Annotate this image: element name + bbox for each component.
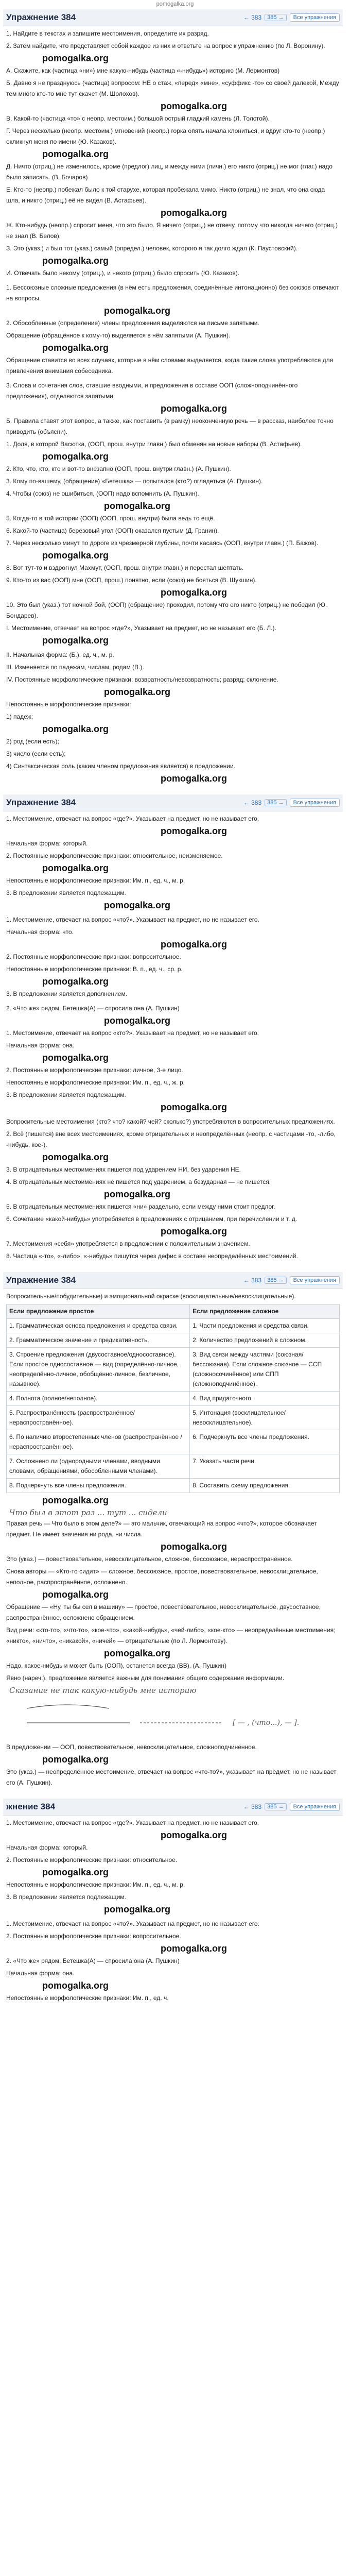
exercise-nav xyxy=(243,799,340,807)
exercise-block-2 xyxy=(3,794,343,1262)
text-line: III. Изменяется по падежам, числам, родам (В.). xyxy=(6,664,144,671)
text-line: 2. Всё (пишется) вне всех местоимениях, кроме отрицательных и неопределённых (неопр. с частицами -то, -либо, -нибудь, кое-). xyxy=(6,1130,336,1148)
text-line: Это (указ.) — повествовательное, невосклицательное, сложное, бессоюзное, нераспространённое. xyxy=(6,1555,293,1563)
table-cell: 5. Распространённость (распространённое/нераспространённое). xyxy=(7,1406,190,1430)
text-line: Правая речь — Что было в этом деле?» — это мальчик, отвечающий на вопрос «что?», которое обозначает предмет. Не имеет значения ни рода, ни числа. xyxy=(6,1520,317,1538)
all-exercises-button[interactable]: Все упражнения xyxy=(290,1803,340,1811)
text-line: Вопросительные местоимения (кто? что? какой? чей? сколько?) употребляются в вопросительных предложениях. xyxy=(6,1118,335,1125)
watermark: pomogalka.org xyxy=(104,501,171,511)
watermark: pomogalka.org xyxy=(161,939,227,950)
table-cell: 7. Осложнено ли (однородными членами, вводными словами, обращениями, обособленными членами). xyxy=(7,1454,190,1479)
text-line: 1. Доля, в которой Васютка, (ООП, прош. внутри главн.) был обменян на новые наборы (В. Астафьев). xyxy=(6,440,302,448)
exercise-header xyxy=(3,1799,343,1816)
watermark: pomogalka.org xyxy=(42,343,109,353)
handwritten-sentence: Что был в этот раз ... тут ... сидели xyxy=(9,1508,167,1517)
watermark: pomogalka.org xyxy=(104,1904,171,1914)
exercise-text xyxy=(3,1289,343,1788)
exercise-nav xyxy=(243,1803,340,1811)
text-line: 4. Чтобы (союз) не ошибиться, (ООП) надо вспомнить (А. Пушкин). xyxy=(6,490,199,497)
text-line: 1. Местоимение, отвечает на вопрос «где?». Указывает на предмет, но не называет его. xyxy=(6,1819,259,1826)
text-line: 2. Постоянные морфологические признаки: относительное, неизменяемое. xyxy=(6,852,223,859)
next-exercise-link[interactable]: 385 → xyxy=(265,14,286,21)
table-row xyxy=(7,1348,340,1392)
text-line: Д. Ничто (отриц.) не изменилось, кроме (предлог) лиц, и между ними (личн.) его никто (отриц.) не мог (глаг.) надо было записать. (В. Бочаров) xyxy=(6,163,332,181)
table-row xyxy=(7,1430,340,1454)
table-cell: 3. Строение предложения (двусоставное/односоставное). Если простое односоставное — вид (определённо-личное, неопределённо-личное, обобщённо-личное, безличное, назывное). xyxy=(7,1348,190,1392)
watermark: pomogalka.org xyxy=(104,1015,171,1026)
text-line: Непостоянные морфологические признаки: Им. п., ед. ч. xyxy=(6,1994,169,2002)
table-cell: 8. Подчеркнуть все члены предложения. xyxy=(7,1479,190,1493)
next-exercise-link[interactable]: 385 → xyxy=(265,1277,286,1284)
text-line: 3. Слова и сочетания слов, ставшие вводными, и предложения в составе ООП (сложноподчинённого предложения), отделяются запятыми. xyxy=(6,382,298,400)
watermark: pomogalka.org xyxy=(42,1980,109,1991)
exercise-title: жнение 384 xyxy=(6,1802,56,1811)
watermark: pomogalka.org xyxy=(161,826,227,836)
text-line: Е. Кто-то (неопр.) побежал было к той старухе, которая пробежала мимо. Никто (отриц.) не знал, что она сюда шла, и никто (отриц.) её не видел (В. Астафьев). xyxy=(6,186,325,204)
text-line: Б. Правила ставят этот вопрос, а также, как поставить (в рамку) неоконченную речь — в рассказ, наиболее точно приводить (объясни). xyxy=(6,417,334,435)
text-line: 1) падеж; xyxy=(6,713,33,720)
table-row xyxy=(7,1319,340,1333)
text-line: 1. Местоимение, отвечает на вопрос «что?». Указывает на предмет, но не называет его. xyxy=(6,1920,259,1927)
table-cell: 1. Грамматическая основа предложения и средства связи. xyxy=(7,1319,190,1333)
watermark: pomogalka.org xyxy=(161,403,227,414)
text-line: 2. Затем найдите, что представляет собой каждое из них и ответьте на вопрос к упражнению (по Л. Воронину). xyxy=(6,42,325,49)
text-line: 2. «Что же» рядом, Бетешка(А) — спросила она (А. Пушкин) xyxy=(6,1957,180,1964)
exercise-title: Упражнение 384 xyxy=(6,12,76,22)
text-line: IV. Постоянные морфологические признаки: возвратность/невозвратность; разряд; склонение. xyxy=(6,676,278,683)
text-line: Снова авторы — «Кто-то сидит» — сложное, бессоюзное, простое, повествовательное, невосклицательное, неполное, распространённое, осложнено. xyxy=(6,1568,318,1586)
text-line: I. Местоимение, отвечает на вопрос «где?», Указывает на предмет, но не называет его (Б. Л.). xyxy=(6,624,276,632)
text-line: 9. Кто-то из вас (ООП) мне (ООП, прош.) понятно, если (союз) не бояться (В. Шукшин). xyxy=(6,577,257,584)
text-line: 8. Вот тут-то и вздрогнул Махмут, (ООП, прош. внутри главн.) и перестал шептать. xyxy=(6,564,244,571)
handwritten-sentence: Сказание не так какую-нибудь мне историю xyxy=(9,1686,197,1695)
watermark: pomogalka.org xyxy=(161,1102,227,1112)
watermark: pomogalka.org xyxy=(42,53,109,63)
text-line: Непостоянные морфологические признаки: Им. п., ед. ч., ж. р. xyxy=(6,1079,185,1086)
text-line: 1. Местоимение, отвечает на вопрос «кто?». Указывает на предмет, но не называет его. xyxy=(6,1029,259,1037)
watermark: pomogalka.org xyxy=(161,1541,227,1552)
text-line: 2. Постоянные морфологические признаки: вопросительное. xyxy=(6,953,181,960)
text-line: Начальная форма: она. xyxy=(6,1970,75,1977)
watermark: pomogalka.org xyxy=(104,687,171,697)
table-row xyxy=(7,1333,340,1348)
text-line: Ж. Кто-нибудь (неопр.) спросит меня, что это было. Я ничего (отриц.) не отвечу, потому что никогда ничего (отриц.) не знал (В. Белов). xyxy=(6,222,338,240)
exercise-header xyxy=(3,9,343,26)
text-line: 2. Обособленные (определение) члены предложения выделяются на письме запятыми. xyxy=(6,319,259,327)
next-exercise-link[interactable]: 385 → xyxy=(265,1803,286,1810)
exercise-block-1 xyxy=(3,9,343,784)
watermark: pomogalka.org xyxy=(42,724,109,734)
exercise-text xyxy=(3,26,343,784)
text-line: 5. В отрицательных местоимениях пишется «ни» раздельно, если между ними стоит предлог. xyxy=(6,1203,275,1210)
all-exercises-button[interactable]: Все упражнения xyxy=(290,1276,340,1284)
parsing-plan-table xyxy=(6,1304,340,1493)
table-cell: 7. Указать части речи. xyxy=(190,1454,340,1479)
text-line: Обращение ставится во всех случаях, которые в нём словами выделяется, когда такие слова употребляются для привлечения внимания собеседника. xyxy=(6,357,334,375)
watermark: pomogalka.org xyxy=(42,635,109,646)
watermark: pomogalka.org xyxy=(42,256,109,266)
exercise-title: Упражнение 384 xyxy=(6,798,76,807)
text-line: 3. В предложении является подлежащим. xyxy=(6,889,126,896)
text-line: 2. Кто, что, кто, кто и вот-то внезапно (ООП, прош. внутри главн.) (А. Пушкин). xyxy=(6,465,231,472)
watermark: pomogalka.org xyxy=(42,1053,109,1063)
exercise-nav xyxy=(243,1276,340,1284)
text-line: 3. В отрицательных местоимениях пишется под ударением НИ, без ударения НЕ. xyxy=(6,1166,241,1173)
table-cell: 8. Составить схему предложения. xyxy=(190,1479,340,1493)
table-cell: 6. Подчеркнуть все члены предложения. xyxy=(190,1430,340,1454)
text-line: Начальная форма: который. xyxy=(6,1844,88,1851)
table-cell: 6. По наличию второстепенных членов (распространённое / нераспространённое). xyxy=(7,1430,190,1454)
text-line: Вопросительные/побудительные) и эмоциональной окраске (восклицательные/невосклицательные). xyxy=(6,1293,296,1300)
text-line: В предложении — ООП, повествовательное, невосклицательное, сложноподчинённое. xyxy=(6,1743,257,1751)
prev-exercise-link[interactable]: ← 383 xyxy=(243,799,262,806)
text-line: Это (указ.) — неопределённое местоимение, отвечает на вопрос «что-то?», указывает на предмет, но не называет его (А. Пушкин). xyxy=(6,1768,337,1786)
watermark: pomogalka.org xyxy=(161,1226,227,1236)
text-line: 5. Когда-то в той истории (ООП) (ООП, прош. внутри) была ведь то ещё. xyxy=(6,515,215,522)
text-line: 2. Постоянные морфологические признаки: личное, 3-е лицо. xyxy=(6,1066,183,1074)
text-line: 6. Сочетание «какой-нибудь» употребляется в предложениях с отрицанием, при перечислении и т. д. xyxy=(6,1215,297,1223)
text-line: 4. В отрицательных местоимениях не пишется под ударением, а безударная — не пишется. xyxy=(6,1178,271,1185)
prev-exercise-link[interactable]: ← 383 xyxy=(243,14,262,21)
all-exercises-button[interactable]: Все упражнения xyxy=(290,13,340,22)
exercise-nav xyxy=(243,13,340,22)
site-domain: pomogalka.org xyxy=(156,1,194,7)
text-line: Непостоянные морфологические признаки: В. п., ед. ч., ср. р. xyxy=(6,965,183,973)
watermark: pomogalka.org xyxy=(104,900,171,910)
watermark: pomogalka.org xyxy=(42,1495,109,1505)
prev-exercise-link[interactable]: ← 383 xyxy=(243,1803,262,1810)
text-line: 3. Кому по-вашему, (обращение) «Бетешка» — попытался (кто?) оглядеться (А. Пушкин). xyxy=(6,478,263,485)
exercise-text xyxy=(3,811,343,1262)
all-exercises-button[interactable]: Все упражнения xyxy=(290,799,340,807)
exercise-block-4 xyxy=(3,1799,343,2004)
exercise-text xyxy=(3,1816,343,2004)
text-line: И. Отвечать было некому (отриц.), и некого (отриц.) было спросить (Ю. Казаков). xyxy=(6,269,240,277)
text-line: Обращение (обращённое к кому-то) выделяется в нём запятыми (А. Пушкин). xyxy=(6,332,231,339)
text-line: 2. Постоянные морфологические признаки: вопросительное. xyxy=(6,1933,181,1940)
watermark: pomogalka.org xyxy=(161,101,227,111)
text-line: 2) род (если есть); xyxy=(6,738,59,745)
watermark: pomogalka.org xyxy=(42,1152,109,1162)
exercise-header xyxy=(3,794,343,811)
text-line: Г. Через несколько (неопр. местоим.) мгновений (неопр.) горка опять начала клониться, и вдруг кто-то (неопр.) окликнул меня по имени (Ю. Казаков). xyxy=(6,127,325,145)
text-line: Надо, какое-нибудь и может быть (ООП), останется всегда (ВВ). (А. Пушкин) xyxy=(6,1662,226,1669)
watermark: pomogalka.org xyxy=(161,208,227,218)
text-line: 8. Частица «-то», «-либо», «-нибудь» пишутся через дефис в составе неопределённых местоимений. xyxy=(6,1252,298,1260)
text-line: 1. Местоимение, отвечает на вопрос «что?». Указывает на предмет, но не называет его. xyxy=(6,916,259,923)
text-line: 7. Местоимения «себя» употребляется в предложении с положительным значением. xyxy=(6,1240,250,1247)
exercise-header xyxy=(3,1272,343,1289)
text-line: 10. Это был (указ.) тот ночной бой, (ООП) (обращение) проходил, потому что его никто (отриц.) не победил (Ю. Бондарев). xyxy=(6,601,327,619)
table-header: Если предложение простое xyxy=(7,1304,190,1319)
page-content xyxy=(3,9,343,2576)
watermark: pomogalka.org xyxy=(42,550,109,561)
prev-exercise-link[interactable]: ← 383 xyxy=(243,1277,262,1284)
text-line: Обращение — «Ну, ты бы сел в машину» — простое, повествовательное, невосклицательное, двусоставное, распространённое, осложнено обращением. xyxy=(6,1603,321,1621)
watermark: pomogalka.org xyxy=(42,1589,109,1600)
text-line: Б. Давно я не празднуюсь (частица) вопросом: НЕ о стаж, «перед» «мне», «суффикс -то» со своей далекой, Между тем много кто-то мне тут скачет (М. Шолохов). xyxy=(6,79,339,97)
watermark: pomogalka.org xyxy=(42,1867,109,1877)
table-cell: 5. Интонация (восклицательное/невосклицательное). xyxy=(190,1406,340,1430)
text-line: Начальная форма: она. xyxy=(6,1042,75,1049)
watermark: pomogalka.org xyxy=(161,1943,227,1954)
watermark: pomogalka.org xyxy=(161,587,227,598)
table-row xyxy=(7,1406,340,1430)
table-cell: 4. Вид придаточного. xyxy=(190,1392,340,1406)
table-cell: 3. Вид связи между частями (союзная/бессоюзная). Если сложное союзное — ССП (сложносочинённое) или СПП (сложноподчинённое). xyxy=(190,1348,340,1392)
text-line: Начальная форма: что. xyxy=(6,928,74,936)
watermark: pomogalka.org xyxy=(42,863,109,873)
text-line: Непостоянные морфологические признаки: Им. п., ед. ч., м. р. xyxy=(6,877,185,884)
text-line: Явно (нареч.), предложение является важным для понимания общего содержания информации. xyxy=(6,1674,285,1682)
watermark: pomogalka.org xyxy=(42,451,109,462)
text-line: В. Какой-то (частица «то» с неопр. местоим.) большой острый гладкий камень (Л. Толстой). xyxy=(6,115,270,122)
watermark: pomogalka.org xyxy=(42,149,109,159)
table-cell: 2. Грамматическое значение и предикативность. xyxy=(7,1333,190,1348)
text-line: Непостоянные морфологические признаки: Им. п., ед. ч., м. р. xyxy=(6,1881,185,1888)
table-header: Если предложение сложное xyxy=(190,1304,340,1319)
text-line: 1. Найдите в текстах и запишите местоимения, определите их разряд. xyxy=(6,30,209,37)
text-line: 1. Местоимение, отвечает на вопрос «где?». Указывает на предмет, но не называет его. xyxy=(6,815,259,822)
watermark: pomogalka.org xyxy=(161,773,227,784)
text-line: З. Это (указ.) и был тот (указ.) самый (определ.) человек, которого я так долго ждал (К. Паустовский). xyxy=(6,245,298,252)
text-line: II. Начальная форма: (Б.), ед. ч., м. р. xyxy=(6,651,114,658)
text-line: 3. В предложении является дополнением. xyxy=(6,990,128,997)
text-line: 4) Синтаксическая роль (каким членом предложения является) в предложении. xyxy=(6,762,235,770)
text-line: Непостоянные морфологические признаки: xyxy=(6,701,131,708)
scheme-formula: [ — , (что...), — ]. xyxy=(233,1719,300,1727)
table-row xyxy=(7,1479,340,1493)
text-line: А. Скажите, как (частица «ни») мне какую-нибудь (частица «-нибудь») историю (М. Лермонтов) xyxy=(6,67,280,74)
exercise-block-3 xyxy=(3,1272,343,1788)
table-cell: 4. Полнота (полное/неполное). xyxy=(7,1392,190,1406)
next-exercise-link[interactable]: 385 → xyxy=(265,799,286,806)
text-line: 7. Через несколько минут по дороге из чрезмерной глубины, почти касаясь (ООП, внутри главн.) (П. Бажов). xyxy=(6,539,319,547)
text-line: 3. В предложении является подлежащим. xyxy=(6,1893,126,1901)
table-cell: 2. Количество предложений в сложном. xyxy=(190,1333,340,1348)
exercise-title: Упражнение 384 xyxy=(6,1275,76,1285)
watermark: pomogalka.org xyxy=(104,306,171,316)
watermark: pomogalka.org xyxy=(104,1648,171,1658)
text-line: Начальная форма: который. xyxy=(6,840,88,847)
text-line: 3. В предложении является подлежащим. xyxy=(6,1091,126,1098)
text-line: 2. «Что же» рядом, Бетешка(А) — спросила она (А. Пушкин) xyxy=(6,1005,180,1012)
watermark: pomogalka.org xyxy=(42,976,109,987)
table-row xyxy=(7,1392,340,1406)
text-line: 1. Бессоюзные сложные предложения (в нём есть предложения, соединённые интонационно) без союзов отвечают на вопросы. xyxy=(6,284,339,302)
sentence-scheme xyxy=(6,1699,336,1735)
watermark: pomogalka.org xyxy=(161,1830,227,1840)
text-line: 6. Какой-то (частица) берёзовый угол (ООП) оказался пустым (Д. Гранин). xyxy=(6,527,219,534)
text-line: 2. Постоянные морфологические признаки: относительное. xyxy=(6,1856,178,1863)
watermark: pomogalka.org xyxy=(42,1754,109,1765)
table-row xyxy=(7,1454,340,1479)
text-line: Вид речи: «кто-то», «что-то», «кое-что», «какой-нибудь», «чей-либо», «кое-кто» — неопределённые местоимения; «никто», «ничто», «никакой», «ничей» — отрицательные (по Л. Лермонтову). xyxy=(6,1626,336,1645)
text-line: 3) число (если есть); xyxy=(6,750,66,757)
table-cell: 1. Части предложения и средства связи. xyxy=(190,1319,340,1333)
watermark: pomogalka.org xyxy=(104,1189,171,1199)
